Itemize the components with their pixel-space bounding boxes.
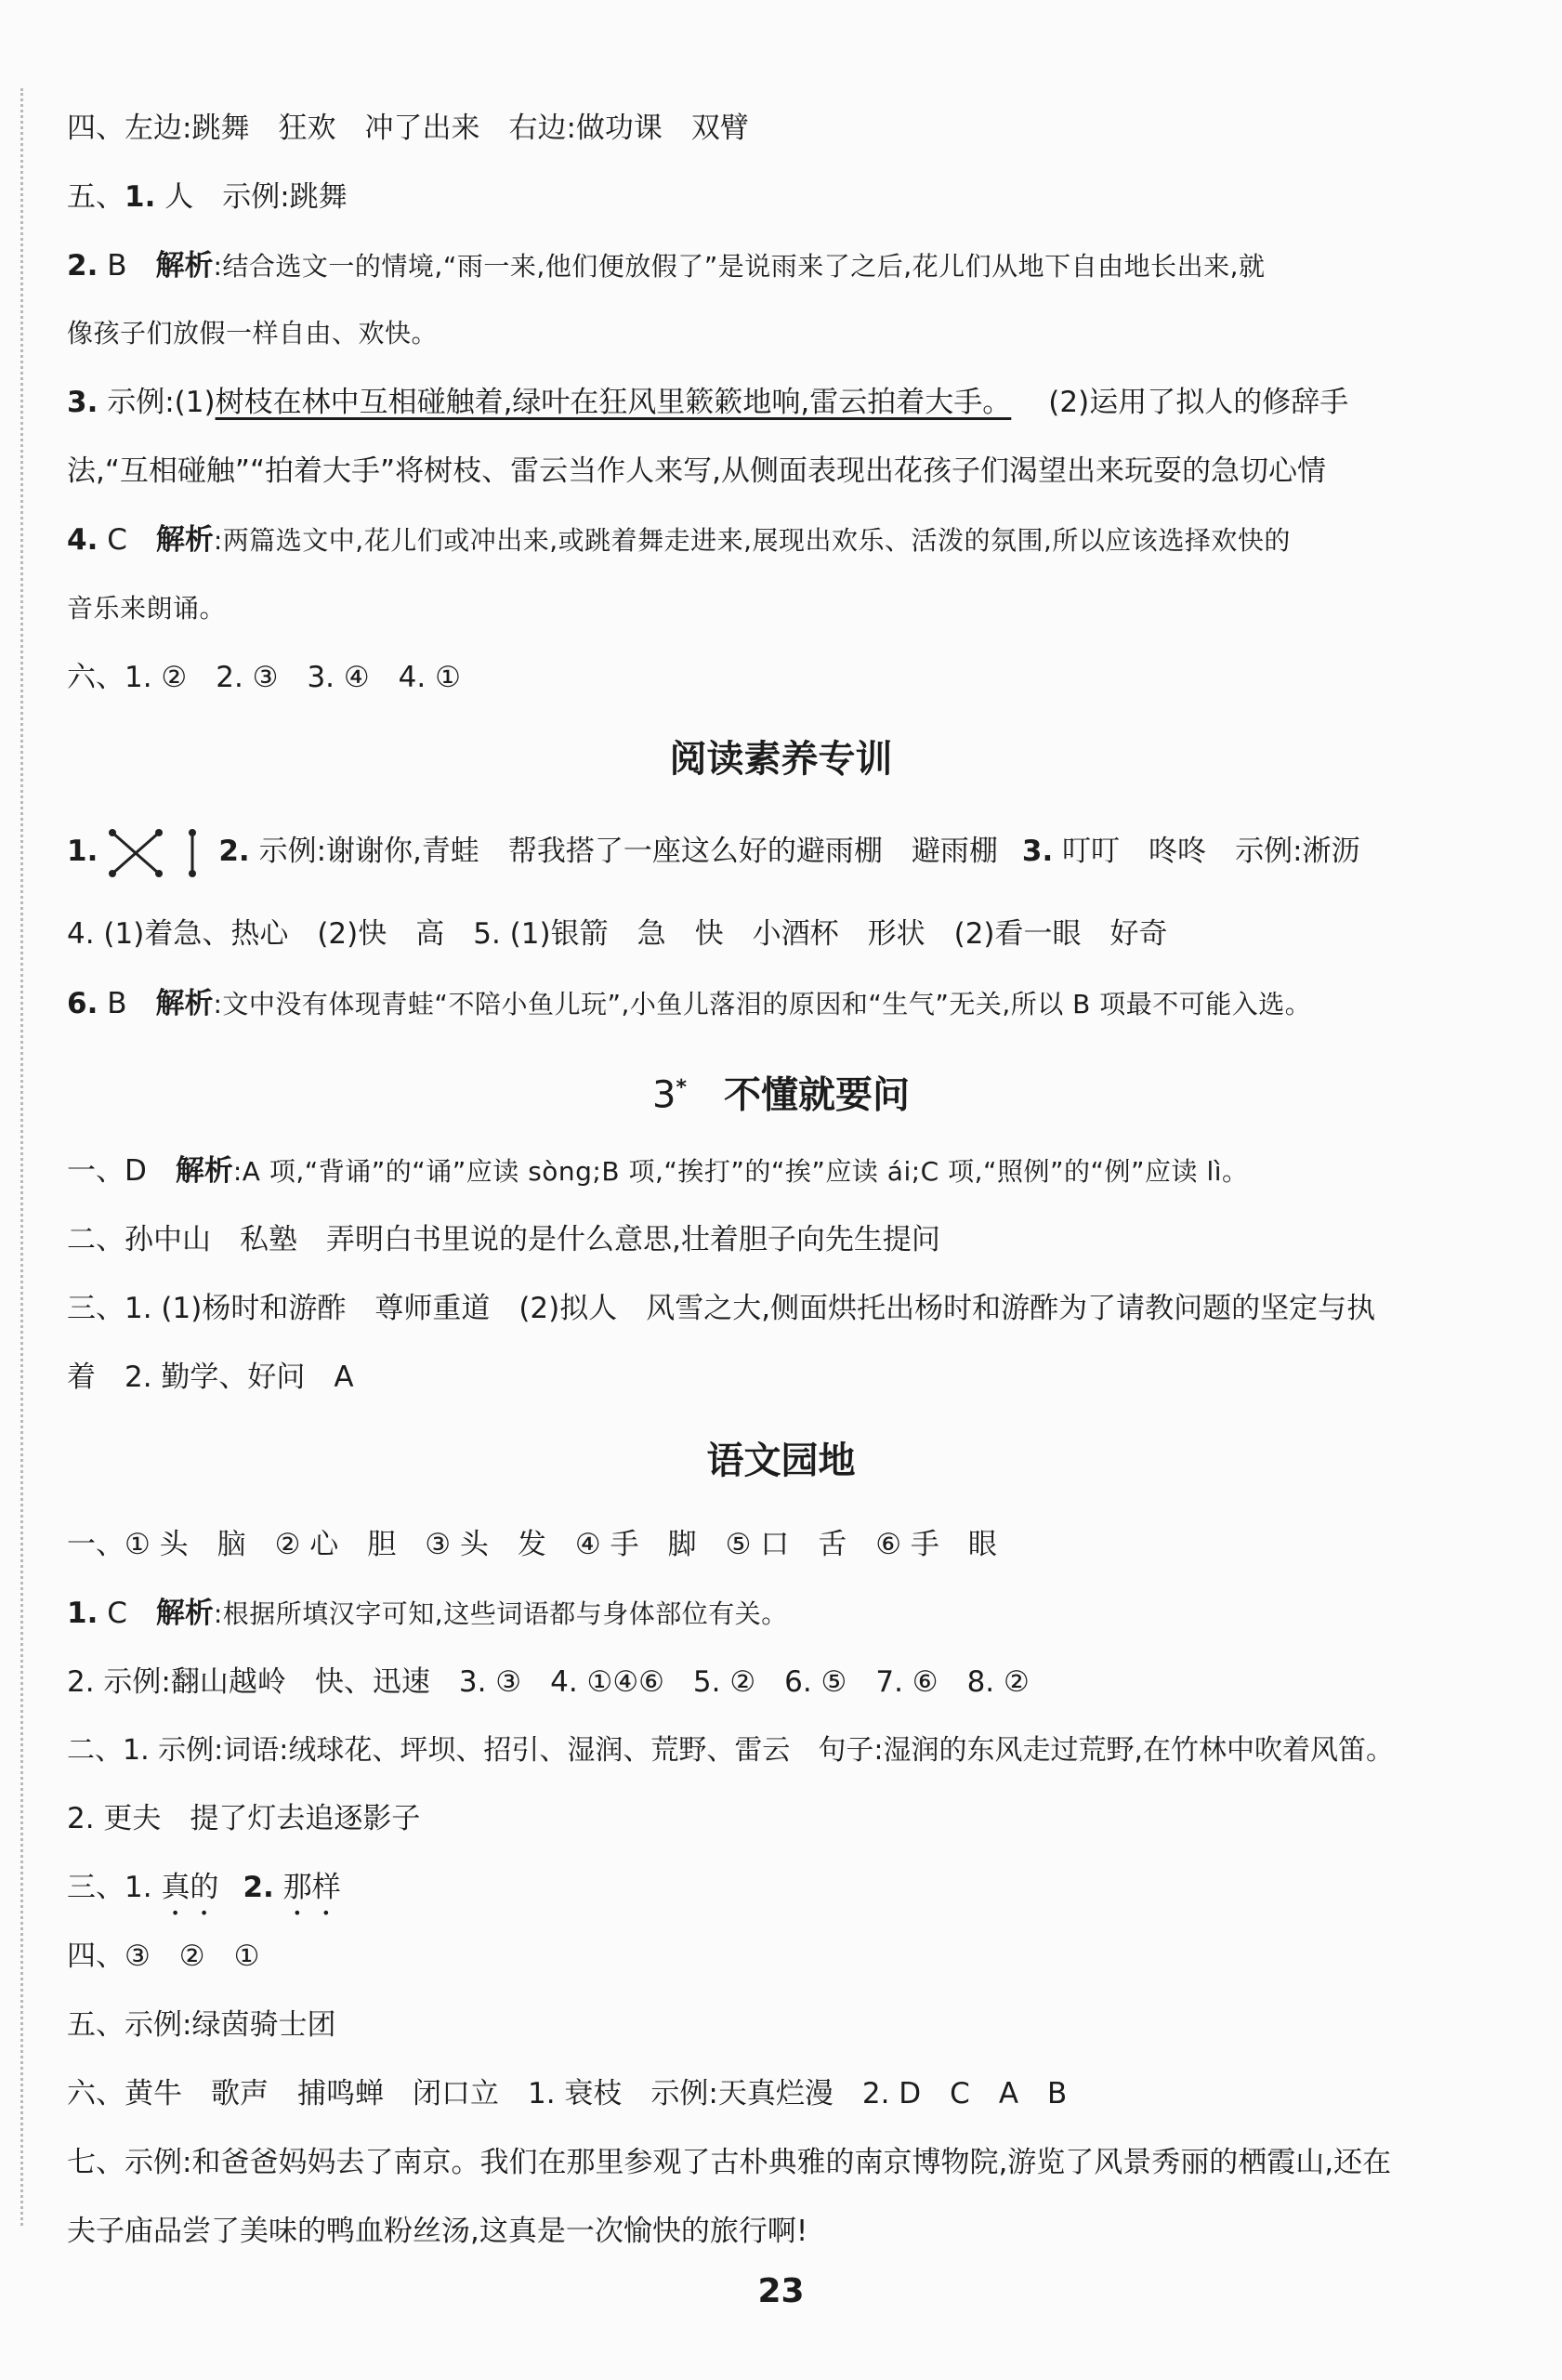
- vertical-line-icon: [183, 827, 202, 879]
- answer-line: 七、示例:和爸爸妈妈去了南京。我们在那里参观了古朴典雅的南京博物院,游览了风景秀丽的栖霞山,还在: [67, 2146, 1392, 2179]
- answer-line: [67, 1152, 1516, 1190]
- dotted-word: 真的: [161, 1871, 219, 1904]
- item-text: 示例:谢谢你,青蛙 帮我搭了一座这么好的避雨棚 避雨棚: [258, 835, 998, 868]
- item-choice: B: [107, 987, 156, 1020]
- analysis-label: 解析: [155, 249, 214, 283]
- item-number: 3.: [67, 386, 98, 419]
- answer-line: 2. 更夫 提了灯去追逐影子: [67, 1802, 421, 1835]
- answer-line: 夫子庙品尝了美味的鸭血粉丝汤,这真是一次愉快的旅行啊!: [67, 2215, 808, 2248]
- item-choice: C: [107, 523, 156, 557]
- analysis-label: 解析: [175, 1154, 233, 1188]
- analysis-text: :结合选文一的情境,“雨一来,他们便放假了”是说雨来了之后,花儿们从地下自由地长出来,就: [213, 251, 1266, 282]
- answer-line: 五、示例:绿茵骑士团: [67, 2008, 336, 2042]
- analysis-text: :A 项,“背诵”的“诵”应读 sòng;B 项,“挨打”的“挨”应读 ái;C 项,“照例”的“例”应读 lì。: [232, 1156, 1249, 1187]
- item-number: 1.: [67, 835, 98, 868]
- answer-line: 六、1. ② 2. ③ 3. ④ 4. ①: [67, 661, 461, 694]
- lesson-title: 不懂就要问: [723, 1073, 910, 1117]
- answer-line: [67, 384, 1516, 421]
- answer-line: 一、① 头 脑 ② 心 胆 ③ 头 发 ④ 手 脚 ⑤ 口 舌 ⑥ 手 眼: [67, 1528, 997, 1561]
- item-text: 示例:(1): [107, 386, 216, 419]
- section-heading: 阅读素养专训: [669, 738, 893, 781]
- item-number: 6.: [67, 987, 98, 1020]
- item-number: 4.: [67, 523, 98, 557]
- item-prefix: 五、: [67, 180, 125, 214]
- item-number: 1.: [67, 1597, 98, 1630]
- answer-line: [67, 825, 1516, 879]
- lesson-number: 3: [652, 1073, 676, 1117]
- analysis-text: :根据所填汉字可知,这些词语都与身体部位有关。: [213, 1598, 788, 1629]
- lesson-star: *: [676, 1076, 687, 1099]
- item-number: 2.: [243, 1871, 274, 1904]
- answer-line: 着 2. 勤学、好问 A: [67, 1361, 354, 1394]
- answer-line: [67, 985, 1516, 1023]
- item-choice: C: [107, 1597, 156, 1630]
- binding-dotted-line: [20, 88, 23, 2226]
- analysis-label: 解析: [155, 523, 214, 557]
- underlined-sentence: 树枝在林中互相碰触着,绿叶在狂风里簌簌地响,雷云拍着大手。: [215, 386, 1012, 419]
- item-text: 一、D: [67, 1154, 176, 1188]
- answer-line: 六、黄牛 歌声 捕鸣蝉 闭口立 1. 衰枝 示例:天真烂漫 2. D C A B: [67, 2077, 1068, 2110]
- answer-line: 四、③ ② ①: [67, 1940, 260, 1973]
- answer-line: 2. 示例:翻山越岭 快、迅速 3. ③ 4. ①④⑥ 5. ② 6. ⑤ 7. ⑥ 8. ②: [67, 1665, 1030, 1699]
- answer-line: [67, 1869, 1516, 1922]
- item-number: 3.: [1021, 835, 1054, 868]
- answer-line: 音乐来朗诵。: [67, 593, 227, 624]
- answer-line: 四、左边:跳舞 狂欢 冲了出来 右边:做功课 双臂: [67, 112, 749, 145]
- item-text: (2)运用了拟人的修辞手: [1048, 386, 1349, 419]
- item-text: 人 示例:跳舞: [164, 180, 348, 214]
- answer-line: 像孩子们放假一样自由、欢快。: [67, 318, 439, 348]
- item-number: 2.: [218, 835, 250, 868]
- analysis-text: :文中没有体现青蛙“不陪小鱼儿玩”,小鱼儿落泪的原因和“生气”无关,所以 B 项最不可能入选。: [213, 989, 1312, 1019]
- analysis-label: 解析: [155, 987, 214, 1020]
- item-choice: B: [107, 249, 156, 283]
- item-prefix: 三、1.: [67, 1871, 152, 1904]
- answer-line: 法,“互相碰触”“拍着大手”将树枝、雷云当作人来写,从侧面表现出花孩子们渴望出来玩耍的急切心情: [67, 454, 1326, 488]
- section-heading: 语文园地: [706, 1440, 856, 1482]
- answer-line: 二、孙中山 私塾 弄明白书里说的是什么意思,壮着胆子向先生提问: [67, 1223, 940, 1256]
- answer-line: [67, 178, 1516, 216]
- analysis-label: 解析: [155, 1597, 214, 1630]
- answer-line: [67, 1595, 1516, 1633]
- answer-line: 三、1. (1)杨时和游酢 尊师重道 (2)拟人 风雪之大,侧面烘托出杨时和游酢为了请教问题的坚定与执: [67, 1292, 1376, 1325]
- item-number: 2.: [67, 249, 98, 283]
- page-number: 23: [757, 2272, 805, 2310]
- cross-lines-icon: [105, 827, 170, 879]
- answer-line: [67, 247, 1516, 285]
- answer-line: 4. (1)着急、热心 (2)快 高 5. (1)银箭 急 快 小酒杯 形状 (2)看一眼 好奇: [67, 917, 1168, 951]
- item-text: 叮叮 咚咚 示例:淅沥: [1062, 835, 1360, 868]
- lesson-heading: [0, 1065, 1562, 1118]
- answer-line: [67, 521, 1516, 559]
- analysis-text: :两篇选文中,花儿们或冲出来,或跳着舞走进来,展现出欢乐、活泼的氛围,所以应该选择欢快的: [213, 525, 1291, 556]
- item-number: 1.: [125, 180, 156, 214]
- answer-line: 二、1. 示例:词语:绒球花、坪坝、招引、湿润、荒野、雷云 句子:湿润的东风走过荒野,在竹林中吹着风笛。: [67, 1734, 1395, 1767]
- dotted-word: 那样: [282, 1871, 341, 1904]
